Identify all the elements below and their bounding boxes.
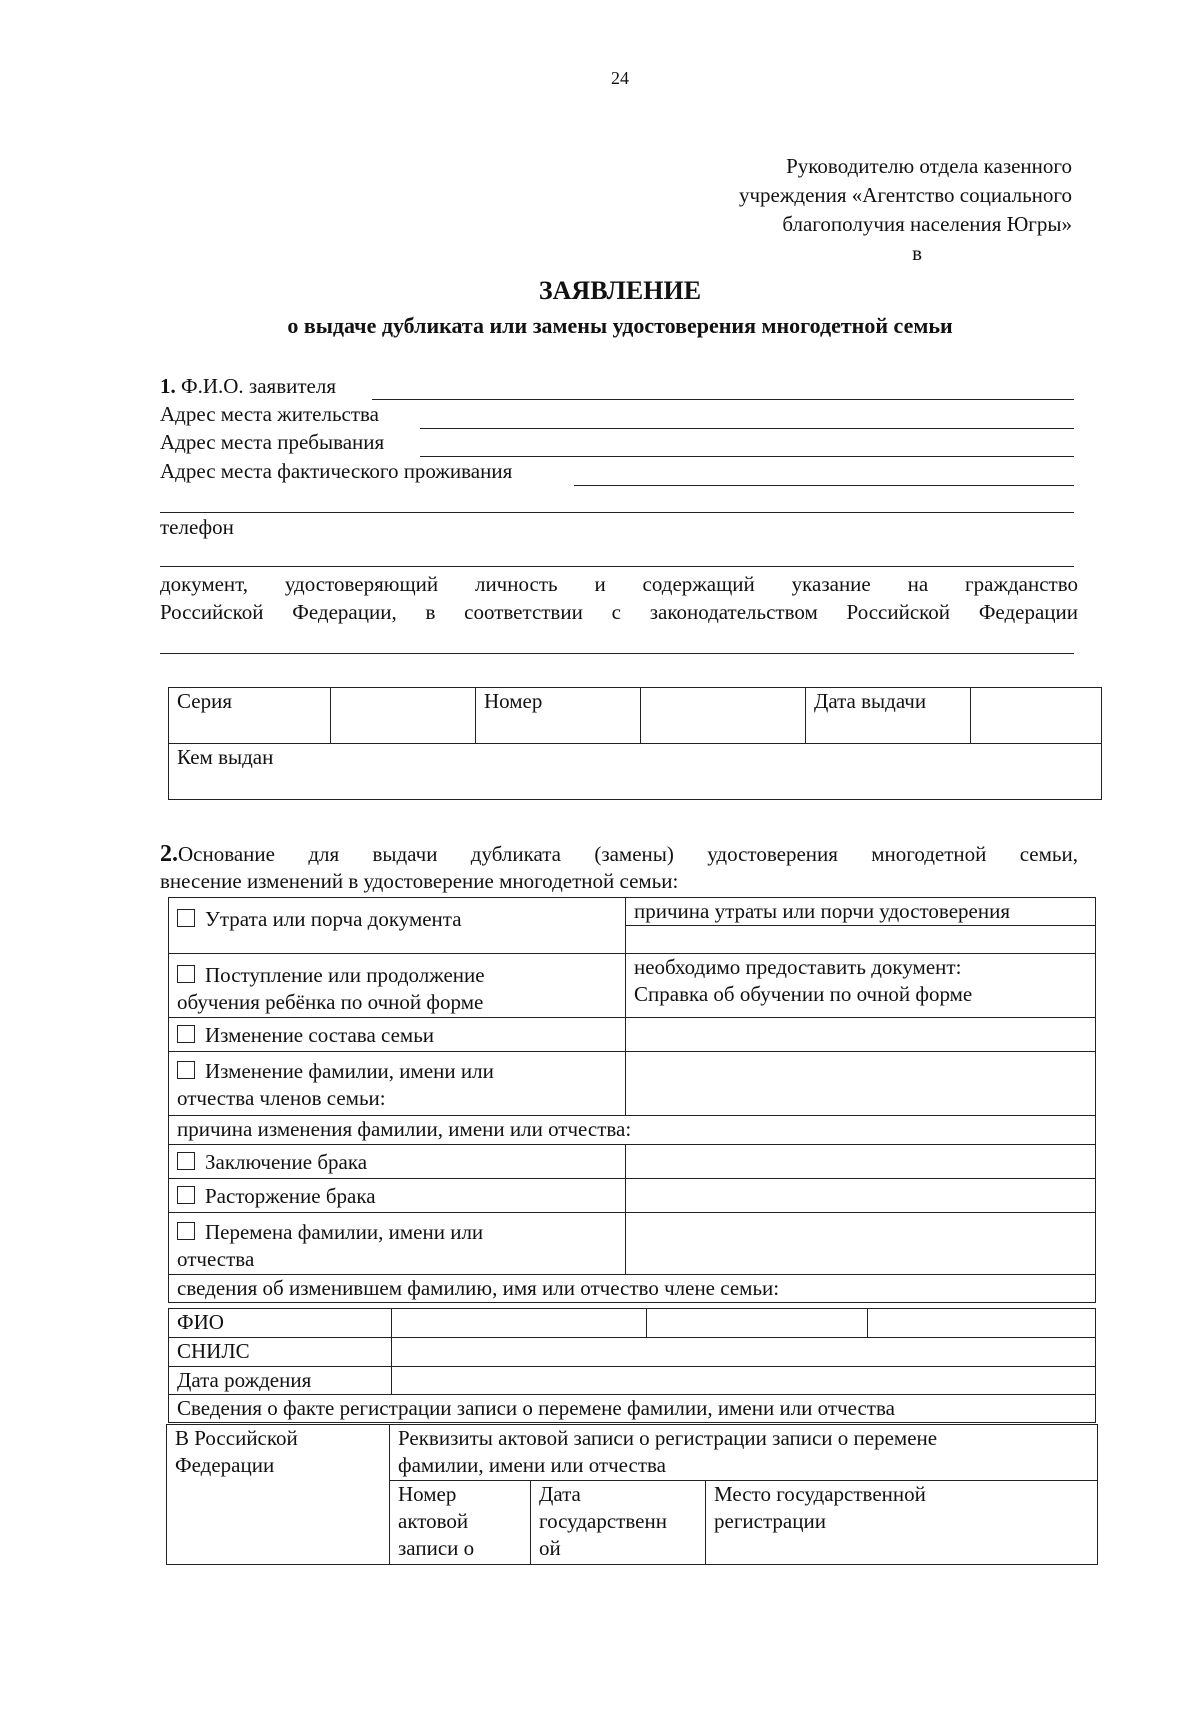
- study-label: Поступление или продолжение: [205, 963, 485, 987]
- registration-table: [166, 1424, 1098, 1565]
- document-subtitle: о выдаче дубликата или замены удостоверения многодетной семьи: [287, 313, 953, 338]
- act-number-label: записи о: [398, 1536, 475, 1560]
- rename-option[interactable]: [169, 1213, 626, 1275]
- checkbox[interactable]: [177, 1186, 195, 1204]
- marriage-value[interactable]: [626, 1145, 1096, 1179]
- issued-by-label: Кем выдан: [177, 745, 274, 769]
- checkbox[interactable]: [177, 1061, 195, 1079]
- registration-date-label: государственн: [539, 1509, 667, 1533]
- loss-option[interactable]: [169, 898, 626, 954]
- in-rf-cell: [167, 1425, 390, 1565]
- registration-place-header: [706, 1481, 1098, 1565]
- document-description: Российской Федерации, в соответствии с законодательством Российской Федерации: [160, 600, 1078, 624]
- registration-date-label: Дата: [539, 1482, 581, 1506]
- divorce-option[interactable]: [169, 1179, 626, 1213]
- marriage-label: Заключение брака: [205, 1150, 368, 1174]
- family-change-label: Изменение состава семьи: [205, 1023, 435, 1047]
- birth-date-value[interactable]: [392, 1367, 1096, 1395]
- document-input-line[interactable]: [160, 653, 1074, 654]
- name-change-option[interactable]: [169, 1052, 626, 1116]
- divorce-label: Расторжение брака: [205, 1184, 376, 1208]
- act-number-label: актовой: [398, 1509, 469, 1533]
- name-value[interactable]: [647, 1309, 868, 1338]
- actual-address-input-line[interactable]: [574, 485, 1074, 486]
- in-rf-label: В Российской: [175, 1426, 298, 1450]
- addressee-line: благополучия населения Югры»: [782, 212, 1072, 236]
- study-label: обучения ребёнка по очной форме: [177, 990, 484, 1014]
- id-document-table: [168, 687, 1102, 800]
- number-label: Номер: [476, 688, 641, 744]
- act-number-label: Номер: [398, 1482, 457, 1506]
- act-number-header: [390, 1481, 531, 1565]
- loss-reason-input[interactable]: [626, 926, 1095, 953]
- patronymic-value[interactable]: [868, 1309, 1096, 1338]
- checkbox[interactable]: [177, 1152, 195, 1170]
- series-label: Серия: [169, 688, 331, 744]
- section2-heading-text: Основание для выдачи дубликата (замены) удостоверения многодетной семьи,: [178, 842, 1078, 866]
- registration-place-label: регистрации: [714, 1509, 826, 1533]
- registration-date-label: ой: [539, 1536, 561, 1560]
- birth-date-row-label: Дата рождения: [169, 1367, 392, 1395]
- checkbox[interactable]: [177, 909, 195, 927]
- checkbox[interactable]: [177, 965, 195, 983]
- page-number: 24: [611, 68, 629, 88]
- stay-label: Адрес места пребывания: [160, 430, 385, 454]
- issue-date-value[interactable]: [971, 688, 1102, 744]
- fio-label-text: Ф.И.О. заявителя: [181, 374, 336, 398]
- snils-value[interactable]: [392, 1338, 1096, 1367]
- registration-place-label: Место государственной: [714, 1482, 926, 1506]
- reasons-table: [168, 897, 1096, 1303]
- addressee-line: Руководителю отдела казенного: [786, 154, 1072, 178]
- fio-label: [160, 374, 336, 399]
- checkbox[interactable]: [177, 1025, 195, 1043]
- section-number: 2.: [160, 841, 178, 867]
- fio-input-line[interactable]: [372, 399, 1074, 400]
- issued-by-field[interactable]: [169, 744, 1102, 800]
- fio-row-label: ФИО: [169, 1309, 392, 1338]
- loss-label: Утрата или порча документа: [205, 907, 462, 931]
- stay-input-line[interactable]: [420, 456, 1074, 457]
- section-number: 1.: [160, 374, 176, 398]
- addressee-line: учреждения «Агентство социального: [739, 183, 1072, 207]
- actual-address-label: Адрес места фактического проживания: [160, 459, 513, 483]
- address-continuation-line[interactable]: [160, 512, 1074, 513]
- rename-label: Перемена фамилии, имени или: [205, 1220, 484, 1244]
- divorce-value[interactable]: [626, 1179, 1096, 1213]
- number-value[interactable]: [641, 688, 806, 744]
- registration-date-header: [531, 1481, 706, 1565]
- addressee-block: [739, 152, 1072, 268]
- study-note: [626, 954, 1096, 1018]
- family-change-value[interactable]: [626, 1018, 1096, 1052]
- reason-heading: причина изменения фамилии, имени или отчества:: [169, 1116, 1096, 1145]
- section2-heading: [160, 841, 1078, 868]
- member-heading: сведения об изменившем фамилию, имя или отчество члене семьи:: [169, 1275, 1096, 1303]
- name-change-value[interactable]: [626, 1052, 1096, 1116]
- phone-input-line[interactable]: [160, 566, 1074, 567]
- name-change-label: отчества членов семьи:: [177, 1086, 386, 1110]
- requisites-text: Реквизиты актовой записи о регистрации записи о перемене: [398, 1426, 938, 1450]
- registration-heading: Сведения о факте регистрации записи о перемене фамилии, имени или отчества: [169, 1395, 1096, 1423]
- in-rf-label: Федерации: [175, 1453, 275, 1477]
- phone-label: телефон: [160, 515, 234, 539]
- loss-reason-cell: [626, 898, 1096, 954]
- checkbox[interactable]: [177, 1222, 195, 1240]
- name-change-label: Изменение фамилии, имени или: [205, 1059, 494, 1083]
- series-value[interactable]: [331, 688, 476, 744]
- family-change-option[interactable]: [169, 1018, 626, 1052]
- study-note-text: необходимо предоставить документ:: [634, 955, 962, 979]
- residence-label: Адрес места жительства: [160, 402, 379, 426]
- marriage-option[interactable]: [169, 1145, 626, 1179]
- requisites-text: фамилии, имени или отчества: [398, 1453, 666, 1477]
- section2-heading-line2: внесение изменений в удостоверение многодетной семьи:: [160, 869, 679, 893]
- rename-value[interactable]: [626, 1213, 1096, 1275]
- snils-row-label: СНИЛС: [169, 1338, 392, 1367]
- document-title: ЗАЯВЛЕНИЕ: [538, 276, 702, 305]
- surname-value[interactable]: [392, 1309, 647, 1338]
- requisites-heading: [390, 1425, 1098, 1481]
- document-description: документ, удостоверяющий личность и содержащий указание на гражданство: [160, 572, 1078, 596]
- addressee-line: в: [912, 241, 922, 265]
- residence-input-line[interactable]: [420, 428, 1074, 429]
- rename-label: отчества: [177, 1247, 255, 1271]
- loss-reason-label: причина утраты или порчи удостоверения: [626, 898, 1095, 926]
- study-note-text: Справка об обучении по очной форме: [634, 982, 973, 1006]
- issue-date-label: Дата выдачи: [806, 688, 971, 744]
- study-option[interactable]: [169, 954, 626, 1018]
- member-details-table: [168, 1308, 1096, 1423]
